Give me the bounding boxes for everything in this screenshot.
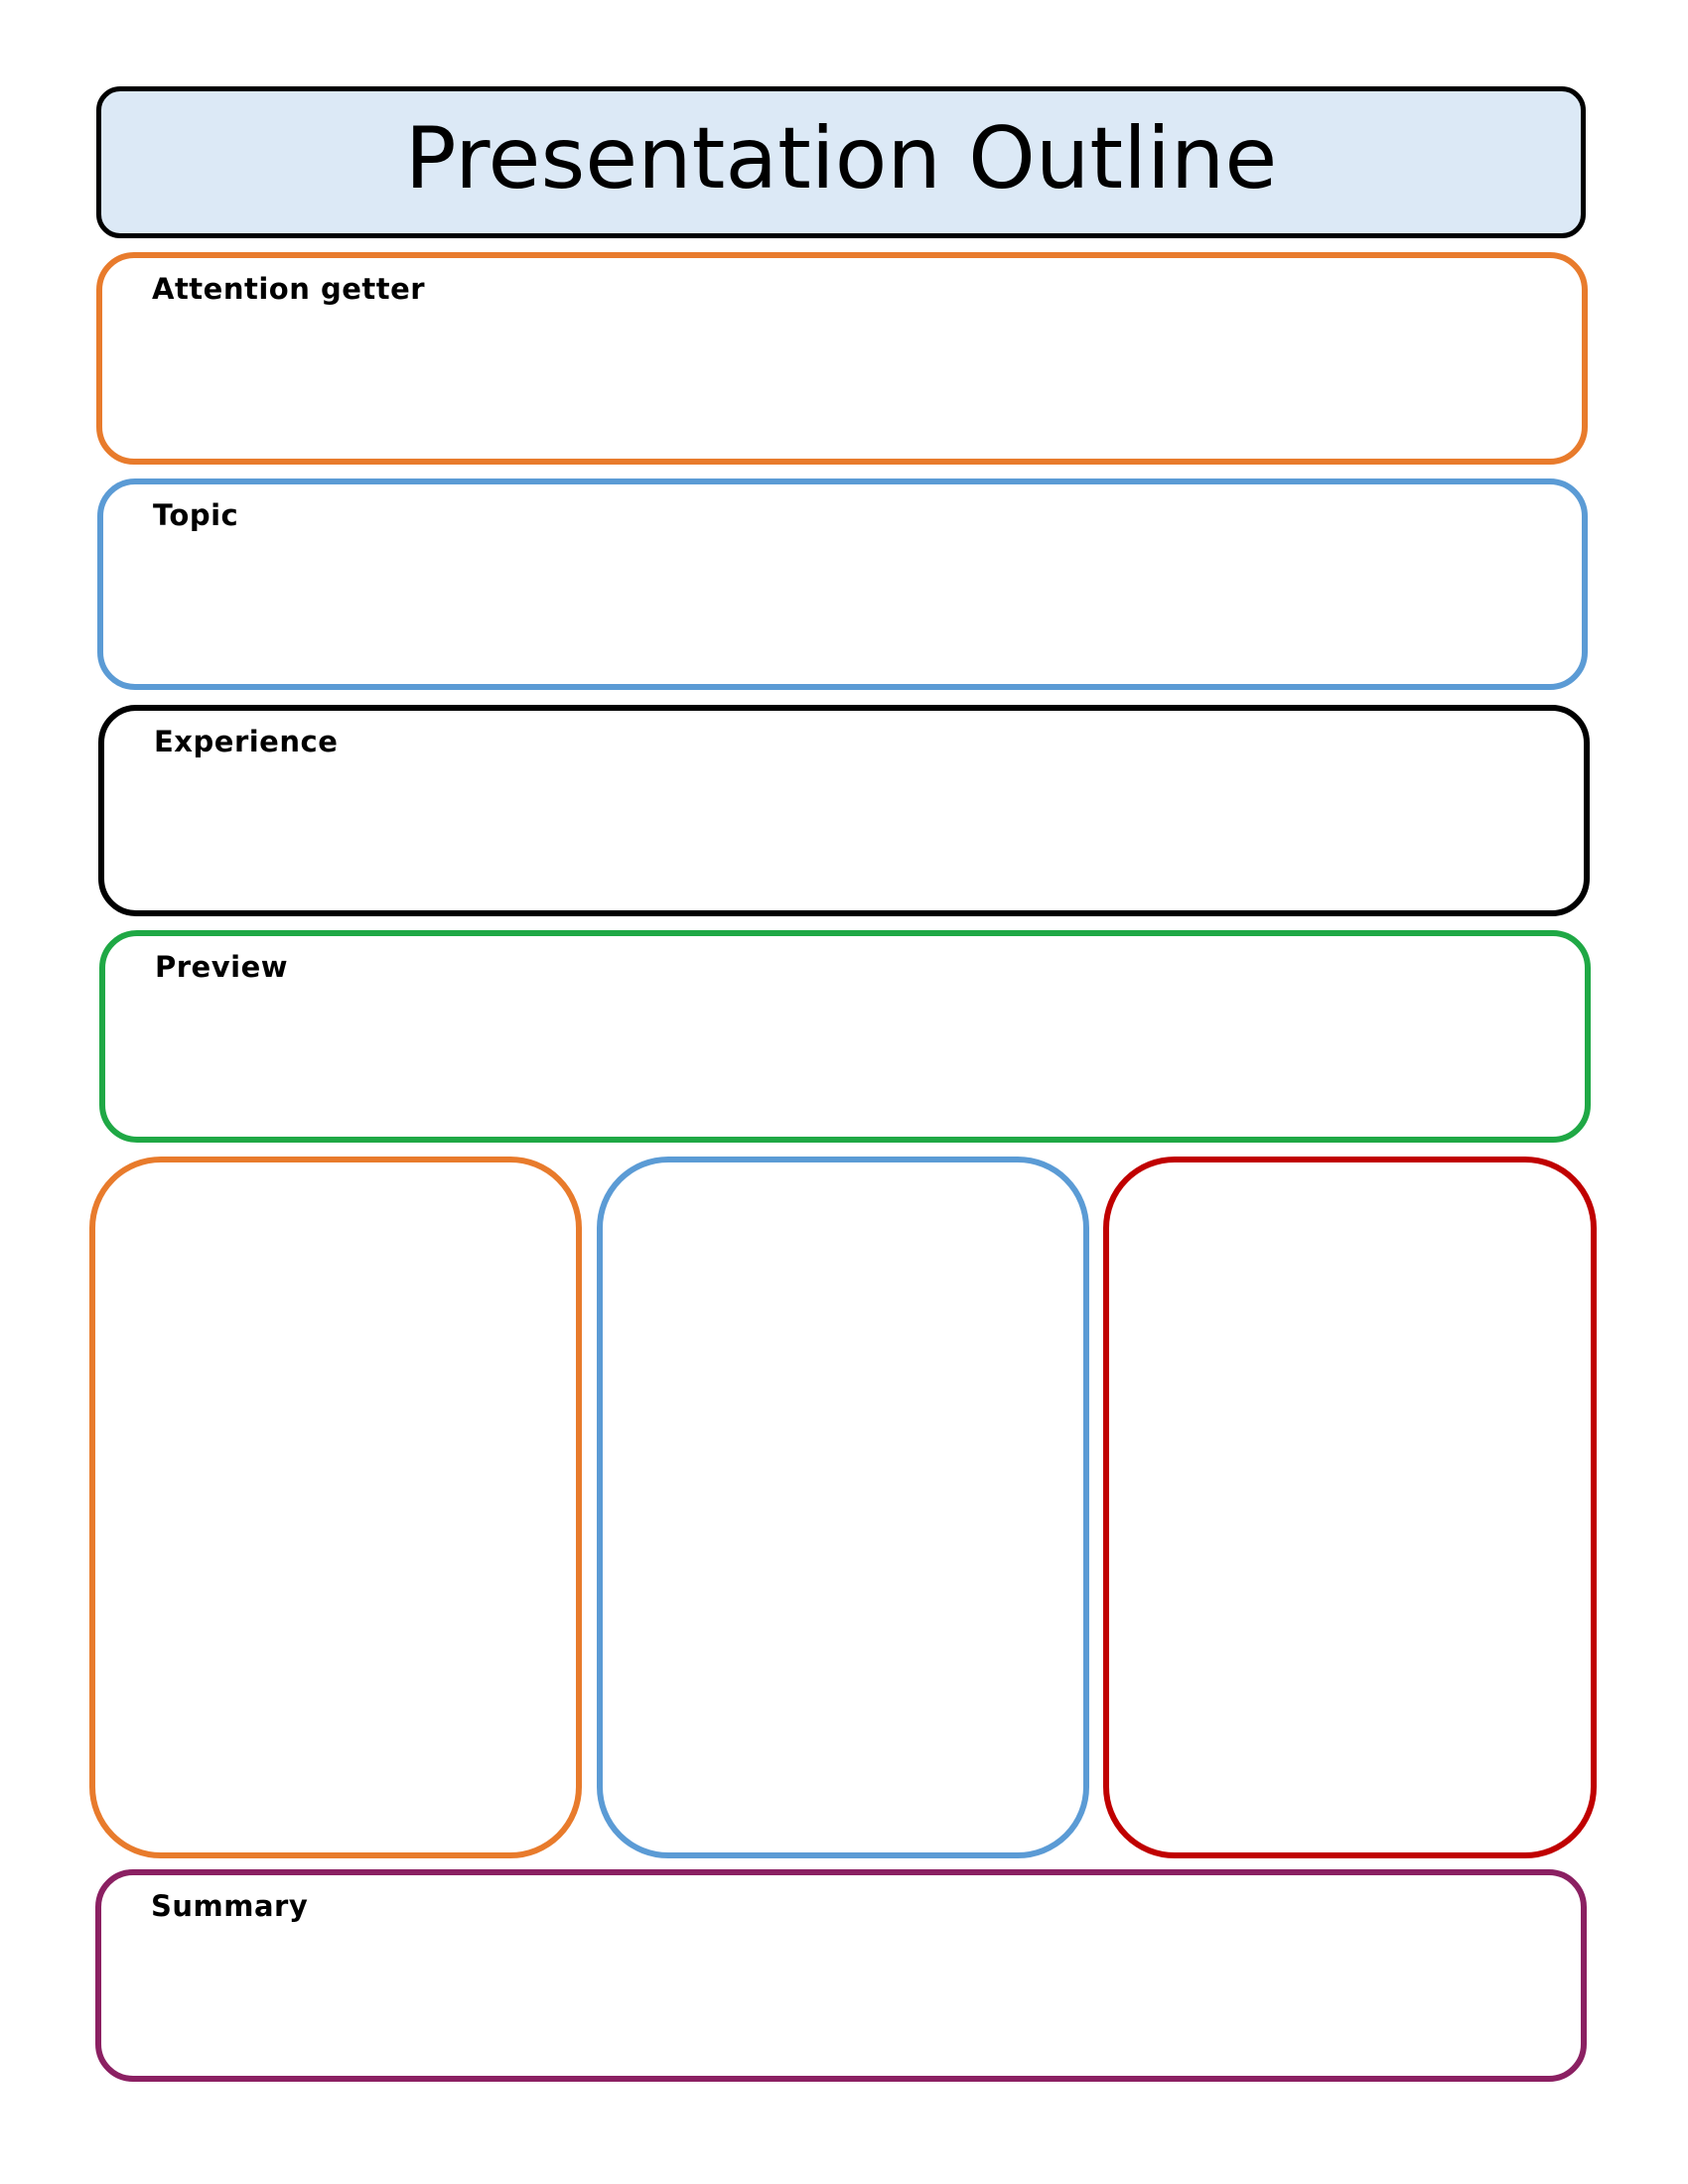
page-title: Presentation Outline bbox=[404, 108, 1278, 208]
title-banner bbox=[96, 86, 1586, 238]
topic-label: Topic bbox=[153, 498, 239, 532]
experience-label: Experience bbox=[154, 725, 339, 758]
topic-box[interactable] bbox=[97, 478, 1588, 690]
main-point-2-box[interactable] bbox=[597, 1157, 1089, 1858]
summary-label: Summary bbox=[151, 1889, 309, 1923]
main-point-1-box[interactable] bbox=[89, 1157, 582, 1858]
main-point-3-box[interactable] bbox=[1103, 1157, 1597, 1858]
attention-getter-box[interactable] bbox=[96, 252, 1588, 465]
preview-box[interactable] bbox=[99, 930, 1591, 1143]
summary-box[interactable] bbox=[95, 1869, 1587, 2082]
attention-getter-label: Attention getter bbox=[152, 272, 426, 306]
preview-label: Preview bbox=[155, 950, 289, 984]
experience-box[interactable] bbox=[98, 705, 1590, 916]
